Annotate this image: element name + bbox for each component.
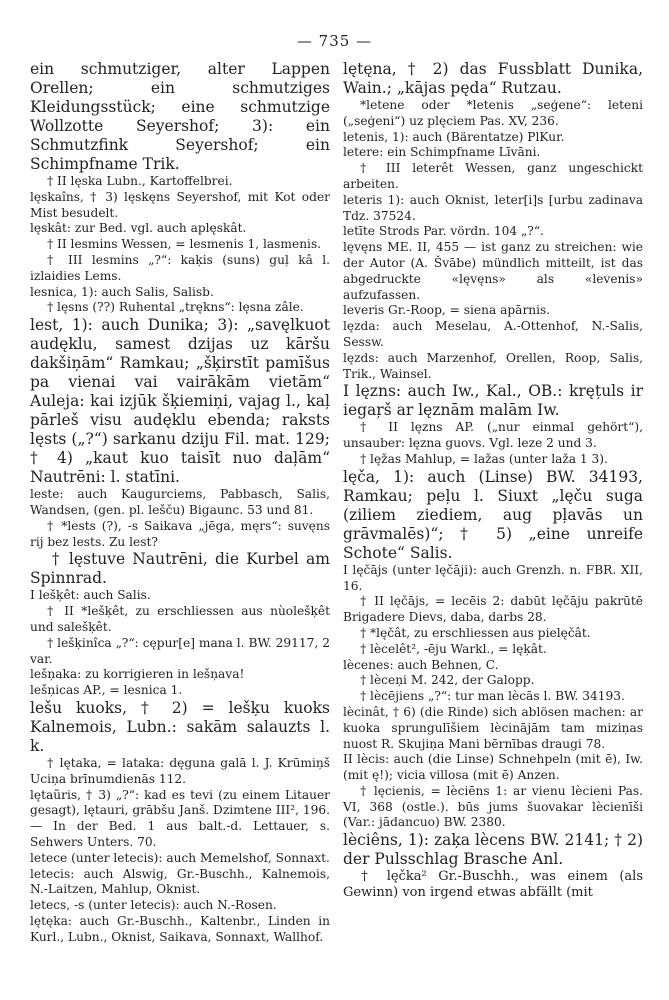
dictionary-entry: I lęčājs (unter lęčāji): auch Grenzh. n. FBR. XII, 16.	[343, 562, 643, 593]
right-column	[343, 60, 643, 901]
dictionary-entry: lęča, 1): auch (Linse) BW. 34193, Ramkau; peļu l. Siuxt „lęču suga (ziliem ziediem, aug pļavās un grāvmalēs)“; † 5) „eine unreife Schote“ Salis.	[343, 467, 643, 562]
dictionary-entry: lècinât, † 6) (die Rinde) sich ablösen machen: ar kuoka sprungulīšiem lècinājām tam miziņas nuost R. Skujiņa Mani bērnības draugi 78.	[343, 704, 643, 751]
dictionary-entry: † lècējiens „?“: tur man lècās l. BW. 34193.	[360, 689, 625, 704]
dictionary-entry: lętęka: auch Gr.-Buschh., Kaltenbr., Linden in Kurl., Lubn., Oknist, Saikava, Sonnaxt, Wallhof.	[30, 913, 330, 944]
dictionary-entry: † *lests (?), -s Saikava „jēga, męrs“: suvęns rij bez lests. Zu lest?	[30, 518, 330, 549]
dictionary-entry: lešņicas AP., = lesnica 1.	[30, 683, 183, 698]
dictionary-entry: † lęžas Mahlup, = lažas (unter laža 1 3).	[360, 451, 608, 466]
dictionary-entry: lest, 1): auch Dunika; 3): „savęlkuot audęklu, samest dzijas uz kāršu dakšiņām“ Ramkau; „šķirstīt pamīšus pa vienai vai vairākām vietām“ Auleja: kai izjūk šķiemiņi, vajag l., kaļ pārleš visu audęklu ebenda; raksts lęsts („?“) sarkanu dziju Fil. mat. 129; † 4) „kaut kuo taisīt nuo daļām“ Nautrēni: l. statīni.	[30, 316, 330, 487]
dictionary-entry: lęskaîns, † 3) lęskęns Seyershof, mit Kot oder Mist besudelt.	[30, 189, 330, 220]
dictionary-entry: † III lesmins „?“: kaķis (suns) guļ kâ l. izlaidies Lems.	[30, 252, 330, 283]
dictionary-entry: † lętaka, = lataka: dęguna galā l. J. Krūmiņš Uciņa brīnumdienās 112.	[30, 755, 330, 786]
dictionary-entry: lešu kuoks, † 2) = lešķu kuoks Kalnemois, Lubn.: sakām salauzts l. k.	[30, 698, 330, 755]
dictionary-entry: † lešķinîca „?“: cępur[e] mana l. BW. 29117, 2 var.	[30, 635, 330, 666]
dictionary-entry: leteris 1): auch Oknist, leter[i]s [urbu zadinava Tdz. 37524.	[343, 192, 643, 223]
dictionary-entry: † lęstuve Nautrēni, die Kurbel am Spinnrad.	[30, 550, 330, 588]
dictionary-entry: letecis: auch Alswig, Gr.-Buschh., Kalnemois, N.-Laitzen, Mahlup, Oknist.	[30, 866, 330, 897]
dictionary-entry: letece (unter letecis): auch Memelshof, Sonnaxt.	[30, 850, 330, 865]
dictionary-entry: † II lęzns AP. („nur einmal gehört“), unsauber: lęzna guovs. Vgl. leze 2 und 3.	[343, 420, 643, 451]
dictionary-entry: *letene oder *letenis „seģene“: leteni („seģeni“) uz plęciem Pas. XV, 236.	[343, 98, 643, 128]
dictionary-entry: letīte Strods Par. vördn. 104 „?“.	[343, 224, 544, 239]
dictionary-entry: † *lęčât, zu erschliessen aus pielęčât.	[360, 625, 591, 640]
dictionary-entry: lętaũris, † 3) „?“: kad es tevi (zu einem Litauer gesagt), lętauri, grābšu Janš. Dzimtene III², 196. — In der Bed. 1 aus balt.-d. Lettauer, s. Sehwers Unters. 70.	[30, 787, 330, 849]
dictionary-entry: lèciêns, 1): zaķa lècens BW. 2141; † 2) der Pulsschlag Brasche Anl.	[343, 831, 643, 869]
dictionary-entry: † II lęska Lubn., Kartoffelbrei.	[47, 174, 233, 188]
dictionary-entry: † lècelêt², -ēju Warkl., = lęķât.	[360, 641, 547, 656]
dictionary-entry: letere: ein Schimpfname Līvāni.	[343, 145, 541, 160]
dictionary-entry: lęzda: auch Meselau, A.-Ottenhof, N.-Salis, Sessw.	[343, 319, 643, 349]
dictionary-entry: letenis, 1): auch (Bärentatze) PlKur.	[343, 129, 565, 144]
dictionary-entry: leste: auch Kaugurciems, Pabbasch, Salis, Wandsen, (gen. pl. lešču) Bigaunc. 53 und 81.	[30, 487, 330, 517]
dictionary-entry: I lešķêt: auch Salis.	[30, 588, 151, 603]
dictionary-entry: lesnica, 1): auch Salis, Salisb.	[30, 284, 214, 299]
page-number: — 735 —	[296, 32, 373, 50]
dictionary-entry: II lècis: auch (die Linse) Schnehpeln (mit ē), Iw. (mit ę!); vicia villosa (mit ē) Anzen.	[343, 752, 643, 783]
dictionary-entry: lętęna, † 2) das Fussblatt Dunika, Wain.; „kājas pęda“ Rutzau.	[343, 60, 643, 97]
left-column	[30, 60, 330, 946]
dictionary-entry: lęvęns ME. II, 455 — ist ganz zu streichen: wie der Autor (A. Švābe) mündlich mitteilt, ist das abgedruckte «lęvęns» als «levenis» aufzufassen.	[343, 240, 643, 302]
dictionary-entry: † lęcienis, = lèciēns 1: ar vienu lècieni Pas. VI, 368 (ostle.). būs jums šuovakar lècienīši (Var.: jādancuo) BW. 2380.	[343, 783, 643, 830]
dictionary-entry: lęzds: auch Marzenhof, Orellen, Roop, Salis, Trik., Wainsel.	[343, 350, 643, 381]
dictionary-entry: leveris Gr.-Roop, = siena apārnis.	[343, 303, 551, 318]
dictionary-entry: letecs, -s (unter letecis): auch N.-Rosen.	[30, 898, 277, 913]
dictionary-entry: † lęčka² Gr.-Buschh., was einem (als Gewinn) von irgend etwas abfällt (mit	[343, 869, 643, 901]
dictionary-entry: † lèceņi M. 242, der Galopp.	[360, 673, 535, 688]
dictionary-entry: lešņaka: zu korrigieren in lešņava!	[30, 667, 245, 682]
dictionary-entry: † lęsns (??) Ruhental „trękns“: lęsna zâle.	[47, 300, 304, 315]
dictionary-entry: † III leterêt Wessen, ganz ungeschickt arbeiten.	[343, 161, 643, 191]
dictionary-entry: ein schmutziger, alter Lappen Orellen; ein schmutziges Kleidungsstück; eine schmutzige Wollzotte Seyershof; 3): ein Schmutzfink Seyershof; ein Schimpfname Trik.	[30, 60, 330, 173]
dictionary-entry: lècenes: auch Behnen, C.	[343, 657, 499, 672]
dictionary-entry: lęskât: zur Bed. vgl. auch aplęskât.	[30, 221, 247, 236]
dictionary-entry: † II *lešķêt, zu erschliessen aus nùolešķêt und salešķêt.	[30, 604, 330, 634]
dictionary-entry: † II lęčājs, = lecēis 2: dabūt lęčāju pakrūtē Brigadere Dievs, daba, darbs 28.	[343, 594, 643, 625]
dictionary-entry: I lęzns: auch Iw., Kal., OB.: kręțuls ir iegaŗš ar lęznām malām Iw.	[343, 382, 643, 420]
dictionary-entry: † II lesmins Wessen, = lesmenis 1, lasmenis.	[47, 237, 322, 252]
